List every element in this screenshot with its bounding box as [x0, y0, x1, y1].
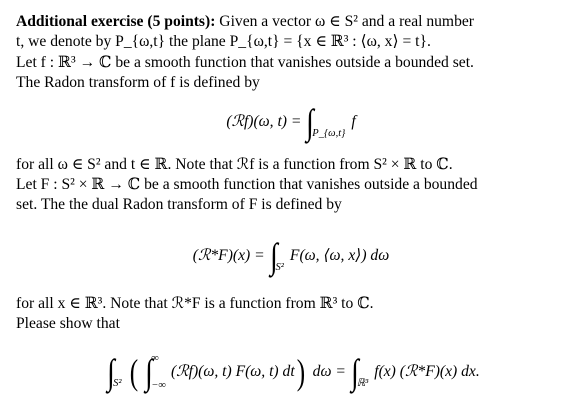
radon-transform-equation	[16, 95, 566, 149]
integral-sign: ∫	[107, 351, 116, 392]
eq3-inner-subscript: −∞	[151, 379, 166, 391]
eq2-subscript: S²	[275, 261, 284, 273]
eq3-rhs-subscript: ℝ³	[356, 377, 369, 389]
intro-line-1-text: Given a vector ω ∈ S² and a real number	[215, 13, 474, 30]
eq3-outer-diff: dω =	[312, 362, 346, 380]
integral-sign: ∫	[306, 101, 315, 142]
right-paren: )	[296, 351, 305, 392]
eq2-lhs: (ℛ*F)(x) =	[192, 247, 265, 265]
eq1-subscript: P_{ω,t}	[312, 127, 346, 139]
left-paren: (	[129, 351, 138, 392]
integral-sign: ∫	[144, 351, 153, 392]
eq3-inner-superscript: ∞	[151, 352, 159, 364]
dual-line-2: Let F : S² × ℝ → ℂ be a smooth function that vanishes outside a bounded	[16, 176, 478, 194]
paragraph-show	[16, 294, 566, 335]
eq3-inner-integrand: (ℛf)(ω, t) F(ω, t) dt	[170, 363, 295, 381]
eq2-integrand: F(ω, ⟨ω, x⟩) dω	[289, 247, 390, 265]
exercise-heading: Additional exercise (5 points):	[16, 13, 216, 30]
intro-line-4: The Radon transform of f is defined by	[16, 74, 260, 92]
eq3-rhs-integrand: f(x) (ℛ*F)(x) dx.	[374, 363, 480, 381]
integral-sign: ∫	[269, 235, 278, 276]
eq1-lhs: (ℛf)(ω, t) =	[226, 113, 302, 131]
show-line-2: Please show that	[16, 315, 120, 333]
dual-line-1: for all ω ∈ S² and t ∈ ℝ. Note that ℛf is a function from S² × ℝ to ℂ.	[16, 155, 453, 173]
duality-identity-equation	[16, 341, 566, 403]
eq1-integrand: f	[351, 112, 356, 130]
intro-line-1	[16, 12, 566, 32]
paragraph-dual	[16, 155, 566, 216]
dual-line-3: set. The the dual Radon transform of F is defined by	[16, 196, 342, 214]
show-line-1: for all x ∈ ℝ³. Note that ℛ*F is a function from ℝ³ to ℂ.	[16, 294, 374, 312]
intro-line-3: Let f : ℝ³ → ℂ be a smooth function that vanishes outside a bounded set.	[16, 53, 474, 71]
integral-sign: ∫	[350, 351, 359, 392]
eq3-outer-subscript: S²	[113, 377, 122, 389]
intro-line-2: t, we denote by P_{ω,t} the plane P_{ω,t} = {x ∈ ℝ³ : ⟨ω, x⟩ = t}.	[16, 33, 431, 51]
dual-radon-equation	[16, 226, 566, 286]
paragraph-intro	[16, 12, 566, 94]
